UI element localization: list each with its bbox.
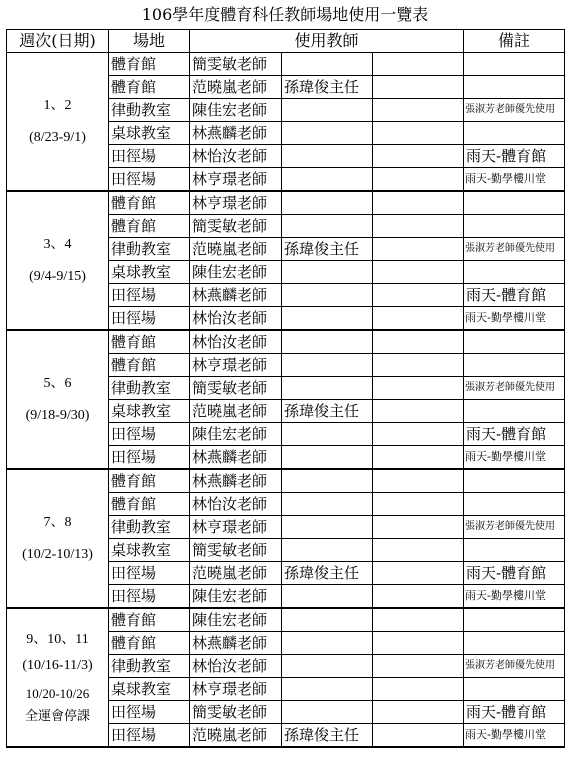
teacher-cell: 范曉嵐老師	[190, 400, 282, 423]
teacher-cell: 林燕麟老師	[190, 632, 282, 655]
note-cell: 雨天-體育館	[464, 145, 565, 168]
empty-cell	[373, 354, 464, 377]
empty-cell	[373, 701, 464, 724]
table-row	[7, 330, 565, 354]
teacher-cell: 林亨璟老師	[190, 168, 282, 192]
venue-cell: 田徑場	[109, 724, 190, 748]
note-cell: 雨天-體育館	[464, 423, 565, 446]
teacher-cell: 簡雯敏老師	[190, 701, 282, 724]
teacher-cell: 林怡汝老師	[190, 307, 282, 331]
note-cell	[464, 400, 565, 423]
empty-cell	[373, 215, 464, 238]
co-teacher-cell: 孫瑋俊主任	[282, 400, 373, 423]
co-teacher-cell	[282, 701, 373, 724]
co-teacher-cell	[282, 330, 373, 354]
venue-cell: 律動教室	[109, 99, 190, 122]
venue-cell: 體育館	[109, 469, 190, 493]
teacher-cell: 陳佳宏老師	[190, 585, 282, 609]
venue-cell: 體育館	[109, 632, 190, 655]
co-teacher-cell	[282, 168, 373, 192]
week-cell	[7, 330, 109, 469]
venue-cell: 田徑場	[109, 284, 190, 307]
table-row	[7, 469, 565, 493]
teacher-cell: 林燕麟老師	[190, 284, 282, 307]
venue-cell: 體育館	[109, 76, 190, 99]
teacher-cell: 林燕麟老師	[190, 122, 282, 145]
co-teacher-cell: 孫瑋俊主任	[282, 562, 373, 585]
empty-cell	[373, 238, 464, 261]
venue-cell: 桌球教室	[109, 261, 190, 284]
co-teacher-cell: 孫瑋俊主任	[282, 76, 373, 99]
venue-cell: 田徑場	[109, 307, 190, 331]
venue-cell: 田徑場	[109, 446, 190, 470]
week-cell	[7, 53, 109, 192]
note-cell: 雨天-勤學樓川堂	[464, 168, 565, 192]
teacher-cell: 陳佳宏老師	[190, 608, 282, 632]
co-teacher-cell	[282, 354, 373, 377]
note-cell	[464, 330, 565, 354]
empty-cell	[373, 632, 464, 655]
empty-cell	[373, 76, 464, 99]
co-teacher-cell	[282, 608, 373, 632]
empty-cell	[373, 122, 464, 145]
venue-cell: 體育館	[109, 191, 190, 215]
teacher-cell: 簡雯敏老師	[190, 215, 282, 238]
empty-cell	[373, 330, 464, 354]
week-line: (9/4-9/15)	[29, 268, 86, 284]
venue-cell: 體育館	[109, 608, 190, 632]
co-teacher-cell	[282, 469, 373, 493]
week-line: (8/23-9/1)	[29, 129, 86, 145]
note-cell: 雨天-體育館	[464, 284, 565, 307]
venue-cell: 體育館	[109, 330, 190, 354]
note-cell: 張淑芳老師優先使用	[464, 377, 565, 400]
teacher-cell: 簡雯敏老師	[190, 539, 282, 562]
note-cell	[464, 122, 565, 145]
venue-cell: 律動教室	[109, 516, 190, 539]
empty-cell	[373, 655, 464, 678]
week-cell	[7, 191, 109, 330]
header-venue: 場地	[109, 30, 190, 53]
venue-cell: 桌球教室	[109, 539, 190, 562]
co-teacher-cell	[282, 516, 373, 539]
co-teacher-cell	[282, 655, 373, 678]
note-cell	[464, 354, 565, 377]
empty-cell	[373, 539, 464, 562]
venue-cell: 田徑場	[109, 168, 190, 192]
co-teacher-cell	[282, 122, 373, 145]
co-teacher-cell	[282, 191, 373, 215]
note-cell	[464, 215, 565, 238]
note-cell	[464, 678, 565, 701]
venue-cell: 田徑場	[109, 562, 190, 585]
header-row	[7, 30, 565, 53]
empty-cell	[373, 446, 464, 470]
week-line: 9、10、11	[26, 631, 89, 647]
note-cell	[464, 493, 565, 516]
week-line: (9/18-9/30)	[25, 407, 90, 423]
empty-cell	[373, 168, 464, 192]
co-teacher-cell: 孫瑋俊主任	[282, 238, 373, 261]
venue-cell: 田徑場	[109, 701, 190, 724]
note-cell: 張淑芳老師優先使用	[464, 516, 565, 539]
venue-cell: 律動教室	[109, 238, 190, 261]
venue-cell: 體育館	[109, 493, 190, 516]
co-teacher-cell	[282, 493, 373, 516]
co-teacher-cell	[282, 261, 373, 284]
note-cell: 張淑芳老師優先使用	[464, 655, 565, 678]
empty-cell	[373, 145, 464, 168]
empty-cell	[373, 724, 464, 748]
note-cell	[464, 191, 565, 215]
week-line: 7、8	[43, 514, 72, 530]
empty-cell	[373, 400, 464, 423]
venue-cell: 桌球教室	[109, 400, 190, 423]
teacher-cell: 范曉嵐老師	[190, 76, 282, 99]
venue-cell: 體育館	[109, 53, 190, 76]
week-line: 3、4	[43, 236, 72, 252]
co-teacher-cell	[282, 539, 373, 562]
note-cell: 雨天-勤學樓川堂	[464, 724, 565, 748]
page-title: 106學年度體育科任教師場地使用一覽表	[141, 5, 429, 24]
empty-cell	[373, 678, 464, 701]
venue-cell: 體育館	[109, 354, 190, 377]
note-cell	[464, 261, 565, 284]
table-row	[7, 53, 565, 76]
empty-cell	[373, 99, 464, 122]
note-cell: 雨天-勤學樓川堂	[464, 446, 565, 470]
teacher-cell: 林怡汝老師	[190, 145, 282, 168]
teacher-cell: 陳佳宏老師	[190, 99, 282, 122]
note-cell: 雨天-勤學樓川堂	[464, 307, 565, 331]
co-teacher-cell	[282, 215, 373, 238]
teacher-cell: 林燕麟老師	[190, 469, 282, 493]
venue-cell: 體育館	[109, 215, 190, 238]
week-line: 5、6	[43, 375, 72, 391]
venue-cell: 律動教室	[109, 655, 190, 678]
co-teacher-cell	[282, 423, 373, 446]
note-cell: 張淑芳老師優先使用	[464, 99, 565, 122]
header-note: 備註	[464, 30, 565, 53]
note-cell	[464, 632, 565, 655]
teacher-cell: 范曉嵐老師	[190, 562, 282, 585]
empty-cell	[373, 585, 464, 609]
empty-cell	[373, 608, 464, 632]
week-cell	[7, 469, 109, 608]
note-cell	[464, 608, 565, 632]
venue-cell: 田徑場	[109, 423, 190, 446]
co-teacher-cell	[282, 678, 373, 701]
note-cell	[464, 469, 565, 493]
venue-cell: 律動教室	[109, 377, 190, 400]
venue-cell: 田徑場	[109, 585, 190, 609]
note-cell: 雨天-體育館	[464, 562, 565, 585]
co-teacher-cell	[282, 377, 373, 400]
header-teacher: 使用教師	[190, 30, 464, 53]
note-cell	[464, 76, 565, 99]
note-cell	[464, 539, 565, 562]
empty-cell	[373, 493, 464, 516]
week-cell	[7, 608, 109, 747]
empty-cell	[373, 307, 464, 331]
empty-cell	[373, 562, 464, 585]
schedule-table	[6, 29, 565, 748]
empty-cell	[373, 423, 464, 446]
co-teacher-cell: 孫瑋俊主任	[282, 724, 373, 748]
table-row	[7, 608, 565, 632]
co-teacher-cell	[282, 99, 373, 122]
empty-cell	[373, 53, 464, 76]
co-teacher-cell	[282, 307, 373, 331]
header-week: 週次(日期)	[7, 30, 109, 53]
teacher-cell: 林亨璟老師	[190, 678, 282, 701]
teacher-cell: 陳佳宏老師	[190, 423, 282, 446]
week-line: 1、2	[43, 97, 72, 113]
teacher-cell: 范曉嵐老師	[190, 724, 282, 748]
teacher-cell: 林怡汝老師	[190, 655, 282, 678]
note-cell	[464, 53, 565, 76]
week-line: (10/16-11/3)	[22, 657, 93, 673]
note-cell: 雨天-勤學樓川堂	[464, 585, 565, 609]
week-line: 10/20-10/26	[25, 685, 90, 701]
note-cell: 雨天-體育館	[464, 701, 565, 724]
teacher-cell: 簡雯敏老師	[190, 53, 282, 76]
empty-cell	[373, 261, 464, 284]
co-teacher-cell	[282, 284, 373, 307]
teacher-cell: 林亨璟老師	[190, 354, 282, 377]
venue-cell: 田徑場	[109, 145, 190, 168]
teacher-cell: 簡雯敏老師	[190, 377, 282, 400]
venue-cell: 桌球教室	[109, 678, 190, 701]
co-teacher-cell	[282, 53, 373, 76]
teacher-cell: 林怡汝老師	[190, 330, 282, 354]
note-cell: 張淑芳老師優先使用	[464, 238, 565, 261]
teacher-cell: 范曉嵐老師	[190, 238, 282, 261]
week-line: 全運會停課	[24, 707, 90, 723]
empty-cell	[373, 469, 464, 493]
co-teacher-cell	[282, 632, 373, 655]
teacher-cell: 林怡汝老師	[190, 493, 282, 516]
empty-cell	[373, 191, 464, 215]
empty-cell	[373, 516, 464, 539]
co-teacher-cell	[282, 446, 373, 470]
teacher-cell: 陳佳宏老師	[190, 261, 282, 284]
co-teacher-cell	[282, 585, 373, 609]
venue-cell: 桌球教室	[109, 122, 190, 145]
teacher-cell: 林亨璟老師	[190, 516, 282, 539]
table-row	[7, 191, 565, 215]
empty-cell	[373, 284, 464, 307]
teacher-cell: 林亨璟老師	[190, 191, 282, 215]
teacher-cell: 林燕麟老師	[190, 446, 282, 470]
co-teacher-cell	[282, 145, 373, 168]
week-line: (10/2-10/13)	[22, 546, 93, 562]
empty-cell	[373, 377, 464, 400]
